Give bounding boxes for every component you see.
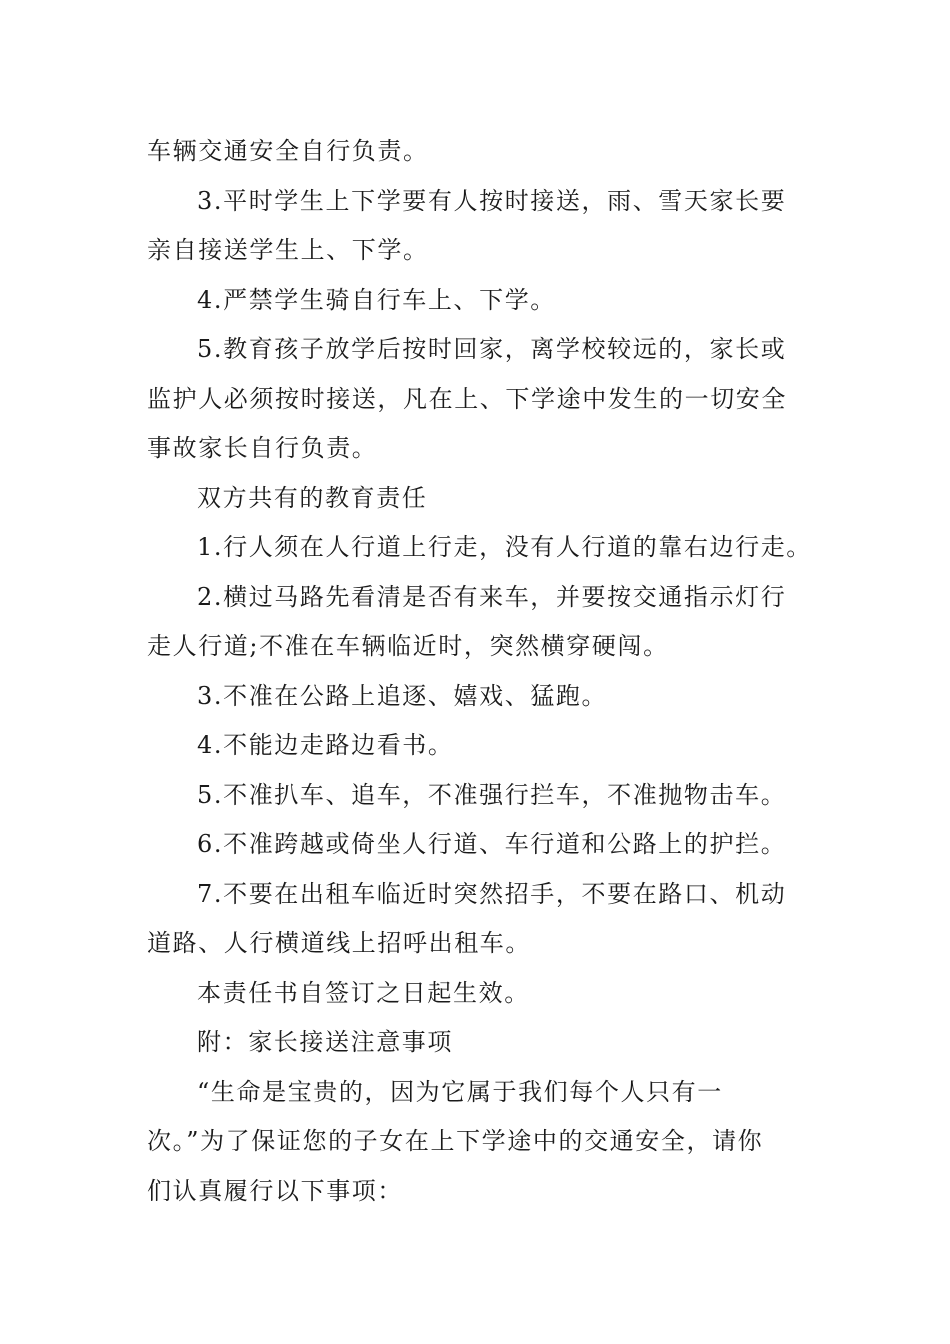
text-line: 2.横过马路先看清是否有来车，并要按交通指示灯行 xyxy=(197,582,787,611)
text-line: 1.行人须在人行道上行走，没有人行道的靠右边行走。 xyxy=(197,533,812,561)
text-line: 车辆交通安全自行负责。 xyxy=(147,137,429,165)
text-line: 5.教育孩子放学后按时回家，离学校较远的，家长或 xyxy=(197,335,787,363)
text-line: 事故家长自行负责。 xyxy=(147,434,378,462)
text-line: 监护人必须按时接送，凡在上、下学途中发生的一切安全 xyxy=(147,384,787,413)
text-line: 4.严禁学生骑自行车上、下学。 xyxy=(197,285,556,314)
appendix-heading: 附：家长接送注意事项 xyxy=(197,1028,453,1056)
text-line: 3.平时学生上下学要有人按时接送，雨、雪天家长要 xyxy=(197,186,787,215)
section-heading: 双方共有的教育责任 xyxy=(197,483,428,512)
text-line: 6.不准跨越或倚坐人行道、车行道和公路上的护拦。 xyxy=(197,830,787,858)
text-line: 3.不准在公路上追逐、嬉戏、猛跑。 xyxy=(197,681,608,710)
text-line: 走人行道;不准在车辆临近时，突然横穿硬闯。 xyxy=(147,632,669,660)
text-line: 本责任书自签订之日起生效。 xyxy=(197,978,530,1007)
text-line: 亲自接送学生上、下学。 xyxy=(147,236,429,264)
text-line: 次。”为了保证您的子女在上下学途中的交通安全，请你 xyxy=(147,1127,764,1155)
text-line: 道路、人行横道线上招呼出租车。 xyxy=(147,929,531,957)
document-body xyxy=(147,127,812,1216)
text-line: “生命是宝贵的，因为它属于我们每个人只有一 xyxy=(197,1077,723,1106)
text-line: 们认真履行以下事项： xyxy=(147,1176,403,1205)
text-line: 7.不要在出租车临近时突然招手，不要在路口、机动 xyxy=(197,879,787,908)
text-line: 4.不能边走路边看书。 xyxy=(197,731,454,759)
text-line: 5.不准扒车、追车，不准强行拦车，不准抛物击车。 xyxy=(197,780,787,809)
